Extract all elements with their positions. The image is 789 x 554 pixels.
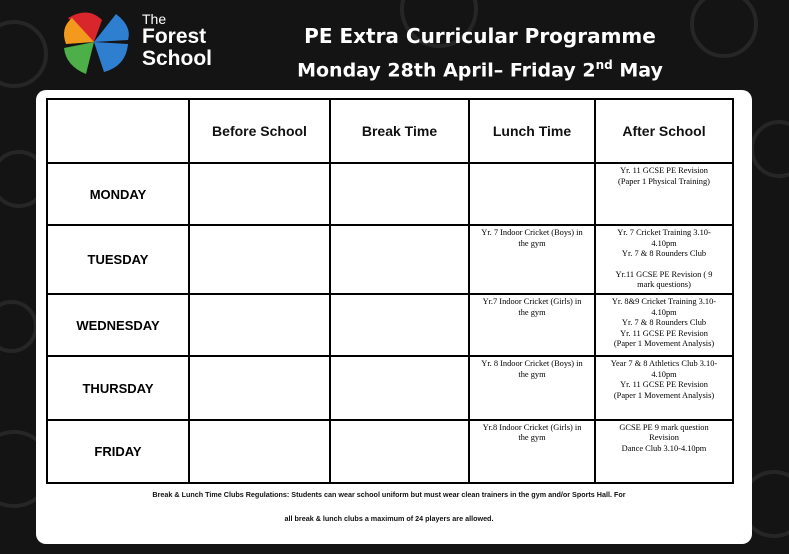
cell-after xyxy=(595,294,733,356)
cell-line: Yr.8 Indoor Cricket (Girls) in xyxy=(482,422,582,432)
header-break-time: Break Time xyxy=(330,99,469,163)
page-heading xyxy=(268,22,692,85)
school-logo xyxy=(58,4,218,80)
cell-line: the gym xyxy=(518,369,546,379)
cell-line: Yr. 7 Indoor Cricket (Boys) in xyxy=(481,228,583,238)
cell-line xyxy=(599,260,729,270)
header-after-school: After School xyxy=(595,99,733,163)
cell-line: Yr.7 Indoor Cricket (Girls) in xyxy=(482,297,582,307)
cell-break xyxy=(330,294,469,356)
cell-lunch xyxy=(469,420,595,483)
cell-line: 4.10pm xyxy=(651,369,677,379)
table-row xyxy=(47,420,733,483)
day-label: FRIDAY xyxy=(47,420,189,483)
date-range xyxy=(268,50,692,85)
cell-break xyxy=(330,225,469,294)
regulations-note-line2: all break & lunch clubs a maximum of 24 players are allowed. xyxy=(284,514,494,523)
cell-lunch xyxy=(469,163,595,225)
cell-line: Dance Club 3.10-4.10pm xyxy=(621,443,707,453)
cell-lunch xyxy=(469,225,595,294)
cell-break xyxy=(330,420,469,483)
cell-line: Yr. 8&9 Cricket Training 3.10- xyxy=(611,297,717,307)
cell-before xyxy=(189,420,330,483)
cell-break xyxy=(330,356,469,419)
cell-line: Yr. 8 Indoor Cricket (Boys) in xyxy=(481,359,583,369)
cell-line: 4.10pm xyxy=(651,307,677,317)
cell-line: Yr. 7 & 8 Rounders Club xyxy=(621,249,707,259)
day-label: THURSDAY xyxy=(47,356,189,419)
cell-after xyxy=(595,163,733,225)
header-lunch-time: Lunch Time xyxy=(469,99,595,163)
logo-name-line1: Forest xyxy=(142,25,207,48)
cell-line: Yr. 11 GCSE PE Revision xyxy=(620,328,708,338)
date-range-main: Monday 28th April– Friday 2 xyxy=(297,59,596,82)
logo-name-line2: School xyxy=(142,47,213,70)
day-label: WEDNESDAY xyxy=(47,294,189,356)
timetable xyxy=(46,98,734,484)
cell-line: (Paper 1 Physical Training) xyxy=(618,176,710,186)
cell-line: Yr. 11 GCSE PE Revision xyxy=(620,380,708,390)
regulations-note-line1: Break & Lunch Time Clubs Regulations: Students can wear school uniform but must wear clean trainers in the gym and/or Sports Hall. For xyxy=(152,490,626,499)
cell-line: GCSE PE 9 mark question xyxy=(619,422,709,432)
table-row xyxy=(47,356,733,419)
day-label: MONDAY xyxy=(47,163,189,225)
logo-the-text: The xyxy=(142,11,167,27)
cell-line: the gym xyxy=(518,433,546,443)
cell-before xyxy=(189,294,330,356)
cell-line: Yr. 7 Cricket Training 3.10- xyxy=(617,228,711,238)
date-range-ordinal: nd xyxy=(595,58,613,72)
cell-lunch xyxy=(469,356,595,419)
cell-break xyxy=(330,163,469,225)
cell-line: Year 7 & 8 Athletics Club 3.10- xyxy=(610,359,718,369)
cell-before xyxy=(189,225,330,294)
pinwheel-logo-icon xyxy=(58,4,134,80)
cell-before xyxy=(189,356,330,419)
cell-line: Yr. 11 GCSE PE Revision xyxy=(620,166,708,175)
table-row xyxy=(47,294,733,356)
cell-line: mark questions) xyxy=(637,280,691,290)
cell-after xyxy=(595,356,733,419)
page-title: PE Extra Curricular Programme xyxy=(304,24,656,48)
header-corner xyxy=(47,99,189,163)
cell-line: Revision xyxy=(649,433,679,443)
cell-line: the gym xyxy=(518,307,546,317)
cell-line: (Paper 1 Movement Analysis) xyxy=(613,390,715,400)
cell-line: Yr. 7 & 8 Rounders Club xyxy=(621,318,707,328)
cell-lunch xyxy=(469,294,595,356)
cell-before xyxy=(189,163,330,225)
header-row xyxy=(47,99,733,163)
date-range-end: May xyxy=(612,59,663,82)
cell-line: (Paper 1 Movement Analysis) xyxy=(613,339,715,349)
cell-line: Yr.11 GCSE PE Revision ( 9 xyxy=(615,269,713,279)
logo-school-name xyxy=(142,26,212,70)
cell-line: the gym xyxy=(518,238,546,248)
cell-after xyxy=(595,225,733,294)
cell-after xyxy=(595,420,733,483)
day-label: TUESDAY xyxy=(47,225,189,294)
header-before-school: Before School xyxy=(189,99,330,163)
table-row xyxy=(47,163,733,225)
cell-line: 4.10pm xyxy=(651,238,677,248)
timetable-card xyxy=(36,90,752,544)
table-row xyxy=(47,225,733,294)
